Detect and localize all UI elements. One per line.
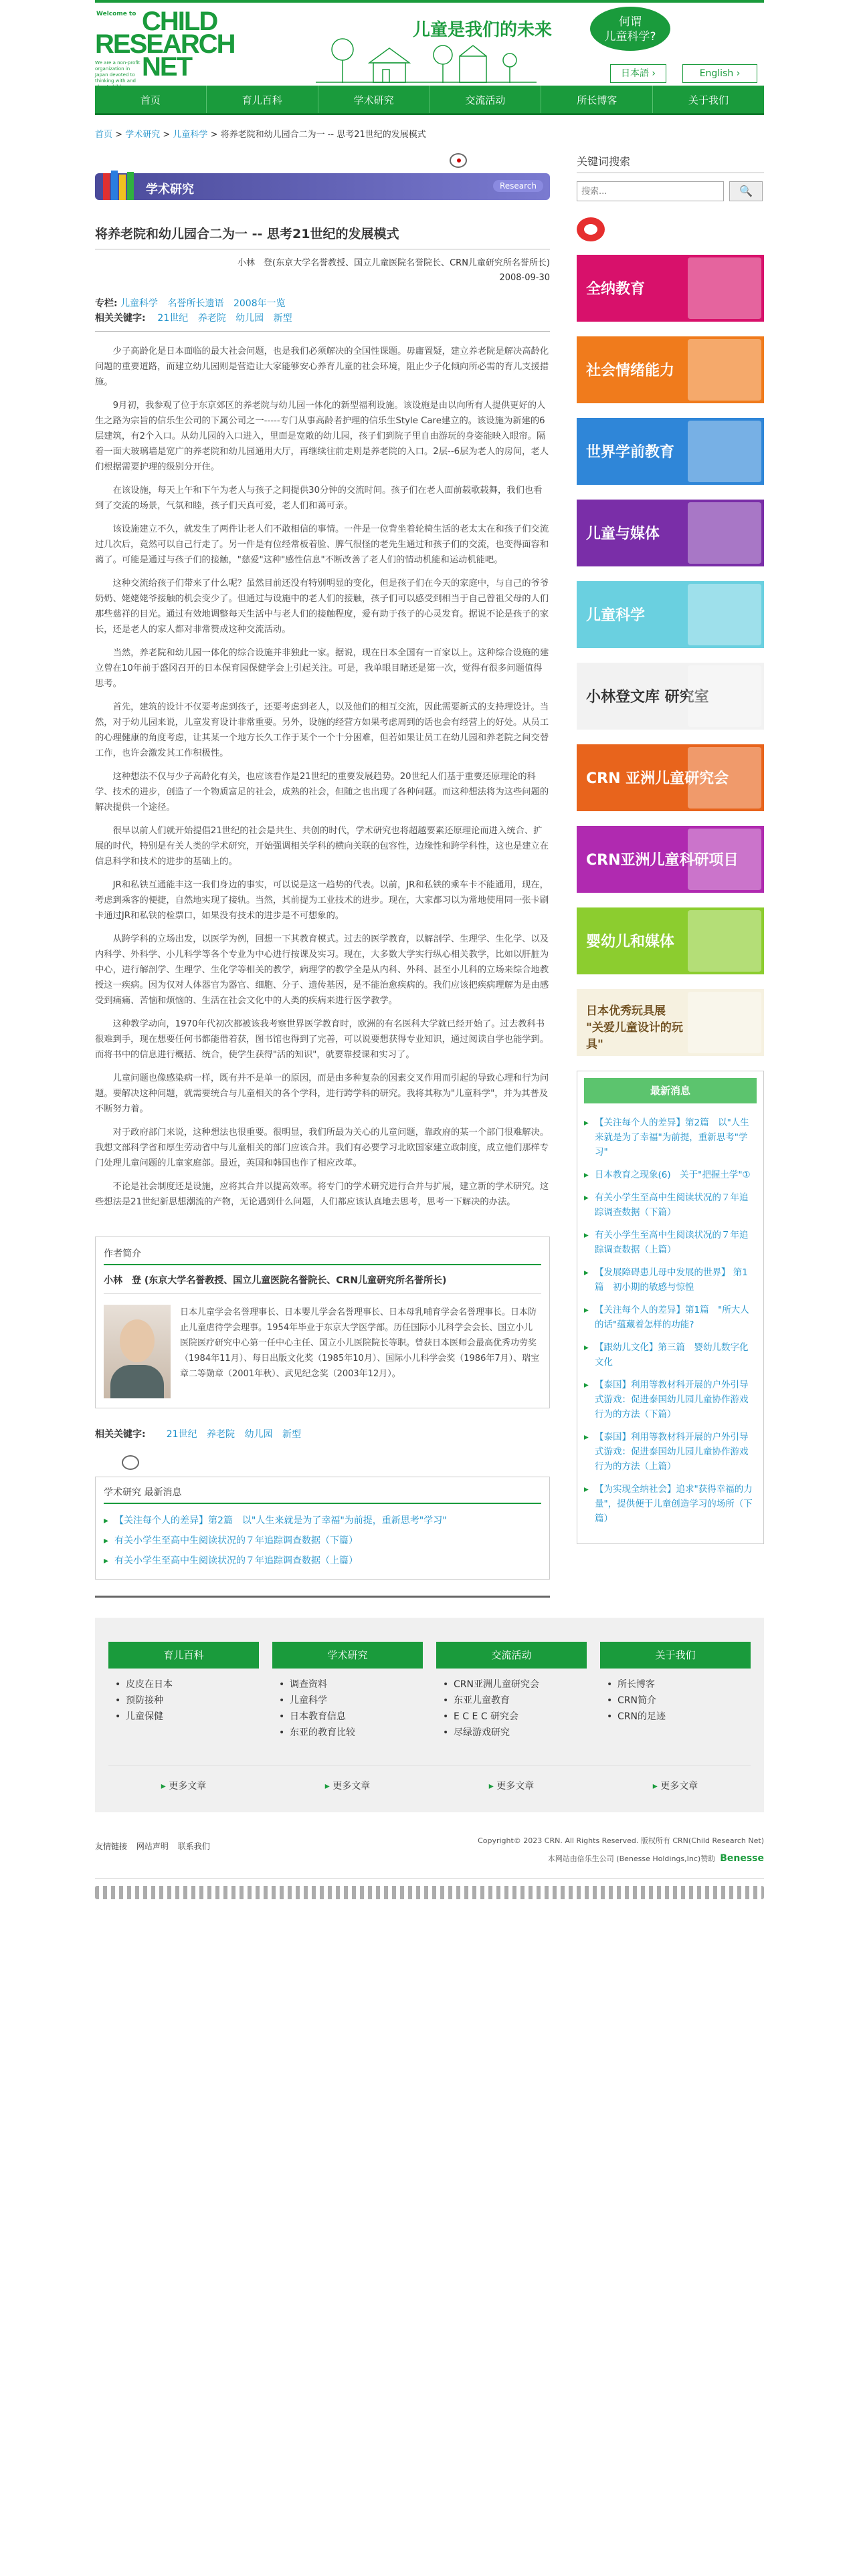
article-author: 小林 登(东京大学名誉教授、国立儿童医院名誉院长、CRN儿童研究所名誉所长) <box>237 258 550 268</box>
news-link[interactable]: 【泰国】利用等教材科开展的户外引导式游戏：促进泰国幼儿园儿童协作游戏行为的方法（上篇） <box>595 1432 749 1472</box>
site-header <box>95 3 764 90</box>
breadcrumb-sep: > <box>163 130 171 140</box>
breadcrumb-sep: > <box>210 130 218 140</box>
article-paragraph: 该设施建立不久，就发生了两件让老人们不敢相信的事情。一件是一位背坐着轮椅生活的老太太在和孩子们交流过几次后，竟然可以自己行走了。另一件是有位经常板着脸、脾气很怪的老先生通过和孩子们的交流，也变得面容和蔼了。可能是通过与孩子们的接触，"慈爱"这种"感性信息"不断改善了老人们的情动机能和运动机能吧。 <box>95 524 549 565</box>
keyword-link[interactable]: 养老院 <box>197 313 226 324</box>
banner-image <box>688 584 761 645</box>
footer-link[interactable]: • 日本教育信息 <box>272 1709 423 1725</box>
more-articles-link[interactable]: ▸ 更多文章 <box>600 1779 751 1792</box>
footer-link[interactable]: • CRN简介 <box>600 1693 751 1709</box>
bubble-line1: 何谓 <box>619 15 642 29</box>
news-link[interactable]: 【发展障碍患儿母中发展的世界】 第1篇 初小期的敏感与惊惶 <box>595 1267 748 1293</box>
banner-label: 婴幼儿和媒体 <box>586 934 675 950</box>
nav-exchange[interactable]: 交流活动 <box>430 86 541 113</box>
banner-kobayashi-library[interactable] <box>577 663 764 730</box>
banner-image <box>688 829 761 890</box>
nav-research[interactable]: 学术研究 <box>318 86 430 113</box>
research-news-link[interactable]: 有关小学生至高中生阅读状况的７年追踪调查数据（下篇） <box>114 1535 358 1546</box>
footer-col-about <box>600 1642 751 1741</box>
footer-link[interactable]: • CRN的足迹 <box>600 1709 751 1725</box>
banner-infant-media[interactable] <box>577 907 764 974</box>
nav-parenting[interactable]: 育儿百科 <box>207 86 318 113</box>
footer-link[interactable]: • 儿童科学 <box>272 1693 423 1709</box>
main-nav <box>95 86 764 115</box>
latest-news-box <box>577 1071 764 1544</box>
latest-news-heading: 最新消息 <box>584 1078 757 1103</box>
banner-label: 儿童与媒体 <box>586 526 660 542</box>
japanese-language-button[interactable]: 日本語 › <box>610 64 666 83</box>
author-bio: 日本儿童学会名誉理事长、日本婴儿学会名誉理事长、日本母乳哺育学会名誉理事长。日本防止儿童虐待学会理事。1954年毕业于东京大学医学部。历任国际小儿科学会会长、国立小儿医院医疗研究中心第一任中心主任、国立小儿医院院长等职。曾获日本医师会最高优秀功劳奖（1984年11月）、每日出版文化奖（1985年10月）、国际小儿科学会奖（1986年7月）、瑞宝章二等勋章（2001年秋）、武见纪念奖（2003年12月）。 <box>180 1307 540 1379</box>
banner-image <box>688 339 761 401</box>
breadcrumb-home[interactable]: 首页 <box>95 130 113 140</box>
news-link[interactable]: 【泰国】利用等教材科开展的户外引导式游戏：促进泰国幼儿园儿童协作游戏行为的方法（下篇） <box>595 1380 749 1420</box>
research-latest-label: 学术研究 最新消息 <box>104 1485 541 1504</box>
keyword-link[interactable]: 21世纪 <box>166 1429 197 1440</box>
banner-crn-asia-project[interactable] <box>577 826 764 893</box>
article-paragraph: 9月初，我参观了位于东京郊区的养老院与幼儿园一体化的新型福利设施。该设施是由以向所有人提供更好的人生之路为宗旨的信乐生公司的下属公司之一-----专门从事高龄者护理的信乐生Style Care建立的。该设施为新建的6层建筑，有2个入口。从幼儿园的入口进入，里面是宽敞的幼儿园，孩子们到院子里自由游玩的身姿能映入眼帘。隔着一面大玻璃墙是宽广的养老院和幼儿园通用大厅，再继续往前走则是养老院的入口。2层--6层为老人的房间，老人们根据需要护理的级别分开住。 <box>95 401 549 472</box>
copyright: Copyright© 2023 CRN. All Rights Reserved. 版权所有 CRN(Child Research Net) <box>478 1836 764 1845</box>
more-articles-link[interactable]: ▸ 更多文章 <box>108 1779 259 1792</box>
logo-line1: CHILD <box>142 7 217 36</box>
author-photo <box>104 1305 171 1398</box>
author-profile-label: 作者简介 <box>104 1247 541 1265</box>
news-link[interactable]: 有关小学生至高中生阅读状况的７年追踪调查数据（下篇） <box>595 1192 749 1218</box>
article-paragraph: 很早以前人们就开始提倡21世纪的社会是共生、共创的时代，学术研究也将超越要素还原理论而进入统合、扩展的时代，特别是有关人类的学术研究，开始强调相关学科的横向关联的包容性，边缘性和跨学科性，这也是建立在信息科学和技术的进步的基础上的。 <box>95 826 549 867</box>
banner-japan-toys[interactable] <box>577 989 764 1056</box>
news-link[interactable]: 【为实现全纳社会】追求"获得幸福的力量"，提供便于儿童创造学习的场所（下篇） <box>595 1484 753 1524</box>
news-link[interactable]: 有关小学生至高中生阅读状况的７年追踪调查数据（上篇） <box>595 1230 749 1255</box>
article-title: 将养老院和幼儿园合二为一 -- 思考21世纪的发展模式 <box>95 224 550 249</box>
breadcrumb-sep: > <box>115 130 123 140</box>
footer-link[interactable]: • 皮皮在日本 <box>108 1677 259 1693</box>
research-latest-news <box>95 1477 550 1580</box>
column-link[interactable]: 名誉所长遗语 <box>167 298 224 309</box>
section-header <box>95 173 550 200</box>
banner-children-media[interactable] <box>577 500 764 566</box>
share-weibo-icon[interactable] <box>122 1455 139 1470</box>
breadcrumb-current: 将养老院和幼儿园合二为一 -- 思考21世纪的发展模式 <box>220 130 426 140</box>
footer-link[interactable]: • 调查资料 <box>272 1677 423 1693</box>
article-date: 2008-09-30 <box>499 273 550 283</box>
column-link[interactable]: 2008年一览 <box>233 298 286 309</box>
article-paragraph: 首先，建筑的设计不仅要考虑到孩子，还要考虑到老人，以及他们的相互交流，因此需要新式的支持理设计。当然，对于幼儿园来说，儿童发育设计非常重要。另外，设施的经营方如果考虑周到的话也会有经营上的好处。从员工的心理健康的角度考虑，让其某一个地方长久工作于某个一个十分困难，但若如果让员工在幼儿园和养老院之间交替工作，也许会激发其工作积极性。 <box>95 702 549 758</box>
footer-more-row <box>108 1765 751 1792</box>
what-is-child-science-bubble[interactable] <box>590 7 670 51</box>
nav-about[interactable]: 关于我们 <box>688 94 729 106</box>
article-paragraph: 这种教学动向，1970年代初次都被该我考察世界医学教育时，欧洲的有名医科大学就已经开始了。过去教科书很难到手，现在想要任何书都能借着获，图书馆也得到了完善，可以说要想获得专业知识，通过阅读自学也能学到。而将书中的信息进行概括、统合，使学生获得"活的知识"，就要靠授课和实习了。 <box>95 1019 549 1060</box>
footer-col-heading[interactable]: 学术研究 <box>272 1642 423 1669</box>
nav-director-blog[interactable]: 所长博客 <box>541 86 653 113</box>
banner-label: 世界学前教育 <box>586 444 675 461</box>
research-news-link[interactable]: 有关小学生至高中生阅读状况的７年追踪调查数据（上篇） <box>114 1555 358 1566</box>
article-paragraph: 从跨学科的立场出发，以医学为例，回想一下其教育模式。过去的医学教育，以解剖学、生理学、生化学、以及内科学、外科学、小儿科学等各个专业为中心进行按课及实习。现在，大多数大学实行纵心相关教学，比如以肝脏为中心，进行解剖学、生理学、生化学等相关的教学，病理学的教学全是从内科、外科、甚至小儿科的立场来综合地教授这一疾病。因为仅对人体器官为器官、细胞、分子、遗传基因，是不能治愈疾病的。我们应该把疾病理解为是由感受到痛痛、苦恼和烦恼的、生活在社会文化中的人类的疾病来进行医学教学。 <box>95 934 549 1006</box>
header-scene-illustration <box>316 36 537 83</box>
weibo-icon[interactable] <box>577 217 605 241</box>
site-tagline: 儿童是我们的未来 <box>413 20 553 40</box>
keyword-link[interactable]: 幼儿园 <box>244 1429 273 1440</box>
logo-line3: NET <box>142 52 191 82</box>
bubble-line2: 儿童科学? <box>604 30 656 43</box>
news-link[interactable]: 【关注每个人的差异】第1篇 "所大人的话"蕴藏着怎样的功能? <box>595 1305 749 1330</box>
sponsor-text: 本网站由倍乐生公司 (Benesse Holdings,Inc)赞助 <box>547 1854 716 1863</box>
divider <box>95 1596 550 1598</box>
keywords-label: 相关关键字: <box>95 313 146 324</box>
footer-col-exchange <box>436 1642 587 1741</box>
footer-col-parenting <box>108 1642 259 1741</box>
footer-link[interactable]: • 儿童保健 <box>108 1709 259 1725</box>
news-link[interactable]: 【跟幼儿文化】第三篇 婴幼儿数字化文化 <box>595 1342 749 1368</box>
news-link[interactable]: 【关注每个人的差异】第2篇 以"人生来就是为了幸福"为前提，重新思考"学习" <box>595 1117 749 1158</box>
banner-inclusive-education[interactable] <box>577 255 764 322</box>
article-paragraph: 当然，养老院和幼儿园一体化的综合设施并非独此一家。据说，现在日本全国有一百家以上。这种综合设施的建立曾在10年前于盛冈召开的日本保育园保健学会上引起关注。可是，我单眼目睹还是第一次，觉得有很多问题值得思考。 <box>95 648 549 689</box>
breadcrumb-child-science[interactable]: 儿童科学 <box>173 130 208 140</box>
banner-image <box>688 665 761 727</box>
bottom-keywords <box>95 1427 550 1442</box>
books-icon <box>102 169 142 200</box>
more-articles-link[interactable]: ▸ 更多文章 <box>436 1779 587 1792</box>
section-title: 学术研究 <box>146 183 194 197</box>
article-paragraph: 少子高龄化是日本面临的最大社会问题，也是我们必须解决的全国性课题。毋庸置疑，建立养老院是解决高龄化问题的重要道路，而建立幼儿园则是营造让大家能够安心养育儿童的社会环境，阻止少子化倾向所必需的育儿支援措施。 <box>95 346 549 387</box>
news-link[interactable]: 日本教育之现象(6) 关于"把握土学"① <box>595 1170 751 1180</box>
article-paragraph: 这种想法不仅与少子高龄化有关，也应该看作是21世纪的重要发展趋势。20世纪人们基于重要还原理论的科学、技术的进步，创造了一个物质富足的社会，成熟的社会，但随之也出现了各种问题。而这种想法将为这些问题的解决提供一个途径。 <box>95 772 549 813</box>
keyword-link[interactable]: 幼儿园 <box>235 313 264 324</box>
breadcrumb <box>95 127 764 140</box>
research-news-link[interactable]: 【关注每个人的差异】第2篇 以"人生来就是为了幸福"为前提，重新思考"学习" <box>114 1515 447 1526</box>
banner-label: 小林登文库 研究室 <box>586 689 709 706</box>
contact-link[interactable]: 联系我们 <box>177 1842 210 1851</box>
column-label: 专栏: <box>95 298 118 309</box>
footer-col-heading[interactable]: 育儿百科 <box>108 1642 259 1669</box>
article-paragraph: 在该设施，每天上午和下午为老人与孩子之间提供30分钟的交流时间。孩子们在老人面前载歌载舞，我们也看到了交流的场景，气氛和睦，孩子们天真可爱，老人们和蔼可亲。 <box>95 486 543 511</box>
footer-link[interactable]: • CRN亚洲儿童研究会 <box>436 1677 587 1693</box>
site-statement-link[interactable]: 网站声明 <box>136 1842 169 1851</box>
footer-link[interactable]: • 尽绿游戏研究 <box>436 1725 587 1741</box>
search-button[interactable]: 🔍 <box>729 181 763 201</box>
divider <box>95 331 550 332</box>
banner-world-preschool[interactable] <box>577 418 764 485</box>
article-paragraph: 对于政府部门来说，这种想法也很重要。很明显，我们所最为关心的儿童问题，靠政府的某一个部门很难解决。我想文部科学省和厚生劳动省中与儿童相关的部门应该合并。我们有必要学习北欧国家建立政制度，成立他们那样专门处理儿童问题的儿童家庭部。最近，英国和韩国也作了相应改革。 <box>95 1128 549 1168</box>
article-paragraph: 不论是社会制度还是设施，应将其合并以提高效率。将专门的学术研究进行合并与扩展，建立新的学术研究。这些想法是21世纪新思想潮流的产物，无论遇到什么问题，人们都应该认真地去思考，思考一下解决的办法。 <box>95 1182 549 1207</box>
footer-col-heading[interactable]: 交流活动 <box>436 1642 587 1669</box>
search-label: 关键词搜索 <box>577 153 764 173</box>
keyword-link[interactable]: 新型 <box>273 313 292 324</box>
footer-link[interactable]: • E C E C 研究会 <box>436 1709 587 1725</box>
benesse-logo[interactable]: Benesse <box>720 1853 764 1864</box>
search-form <box>577 181 764 201</box>
logo-welcome: Welcome to <box>96 11 136 17</box>
banner-label: 儿童科学 <box>586 607 646 624</box>
banner-label: CRN亚洲儿童科研项目 <box>586 852 739 869</box>
keywords-label: 相关关键字: <box>95 1429 146 1440</box>
search-input[interactable] <box>577 181 724 201</box>
footer-link[interactable]: • 东亚儿童教育 <box>436 1693 587 1709</box>
section-tag: Research <box>493 180 543 192</box>
nav-home[interactable]: 首页 <box>95 86 207 113</box>
friend-links[interactable]: 友情链接 <box>95 1842 128 1851</box>
footer-col-heading[interactable]: 关于我们 <box>600 1642 751 1669</box>
logo-subtitle: We are a non-profit organization in Japan devoted to thinking with and about children <box>95 60 140 90</box>
article-meta <box>95 296 550 326</box>
article-paragraph: 儿童问题也像感染病一样，既有并不是单一的原因，而是由多种复杂的因素交叉作用而引起的导致心理和行为问题。要解决这种问题，就需要统合与儿童相关的各个学科，进行跨学科的研究。我将其称为"儿童科学"，并为其普及不断努力着。 <box>95 1073 549 1114</box>
logo-line2: RESEARCH <box>95 29 235 59</box>
author-name: 小林 登 (东京大学名誉教授、国立儿童医院名誉院长、CRN儿童研究所名誉所长) <box>104 1273 541 1294</box>
breadcrumb-research[interactable]: 学术研究 <box>125 130 161 140</box>
footer-decoration <box>95 1886 764 1899</box>
article-paragraph: JR和私铁互通能丰这一我们身边的事实，可以说是这一趋势的代表。以前，JR和私铁的乘车卡不能通用，现在，考虑到乘客的便捷，自然地实现了接轨。当然，其前提为工业技术的进步。现在，大家都习以为常地使用同一张卡刷卡通过JR和私铁的检票口，如果没有技术的进步是不可想象的。 <box>95 880 549 921</box>
banner-crn-asia-research[interactable] <box>577 744 764 811</box>
banner-image <box>688 747 761 809</box>
keyword-link[interactable]: 新型 <box>282 1429 301 1440</box>
article-column <box>95 153 550 1598</box>
article-body <box>95 344 550 1210</box>
banner-image <box>688 910 761 972</box>
share-weibo-icon[interactable] <box>450 153 467 168</box>
banner-image <box>688 992 761 1053</box>
footer-link[interactable]: • 东亚的教育比较 <box>272 1725 423 1741</box>
banner-label: 全纳教育 <box>586 281 646 298</box>
author-profile <box>95 1237 550 1408</box>
banner-social-emotional[interactable] <box>577 336 764 403</box>
column-link[interactable]: 儿童科学 <box>120 298 159 309</box>
banner-child-science[interactable] <box>577 581 764 648</box>
footer-link[interactable]: • 所长博客 <box>600 1677 751 1693</box>
article-paragraph: 这种交流给孩子们带来了什么呢？虽然目前还没有特别明显的变化，但是孩子们在今天的家庭中，与自己的爷爷奶奶、姥姥姥爷接触的机会变少了。但通过与设施中的老人们的接触，孩子们可以感受到相当于自己曾祖父母的人们那些慈祥的目光。通过有效地调整每天生活中与老人们的接触程度，爱有助于孩子的心灵发育。据说不论是孩子的家长，还是老人的家人都对非常赞成这种交流活动。 <box>95 578 549 635</box>
banner-image <box>688 502 761 564</box>
footer-nav <box>95 1618 764 1812</box>
footer-bottom <box>95 1832 764 1879</box>
sidebar <box>577 153 764 1598</box>
more-articles-link[interactable]: ▸ 更多文章 <box>272 1779 423 1792</box>
english-language-button[interactable]: English › <box>682 64 757 83</box>
banner-label: 社会情绪能力 <box>586 362 675 379</box>
footer-link[interactable]: • 预防接种 <box>108 1693 259 1709</box>
site-logo[interactable] <box>95 7 235 90</box>
keyword-link[interactable]: 21世纪 <box>157 313 189 324</box>
footer-col-research <box>272 1642 423 1741</box>
keyword-link[interactable]: 养老院 <box>207 1429 235 1440</box>
banner-image <box>688 257 761 319</box>
banner-label: 日本优秀玩具展 "关爱儿童设计的玩具" <box>586 1004 683 1051</box>
banner-image <box>688 421 761 482</box>
banner-label: CRN 亚洲儿童研究会 <box>586 770 729 787</box>
